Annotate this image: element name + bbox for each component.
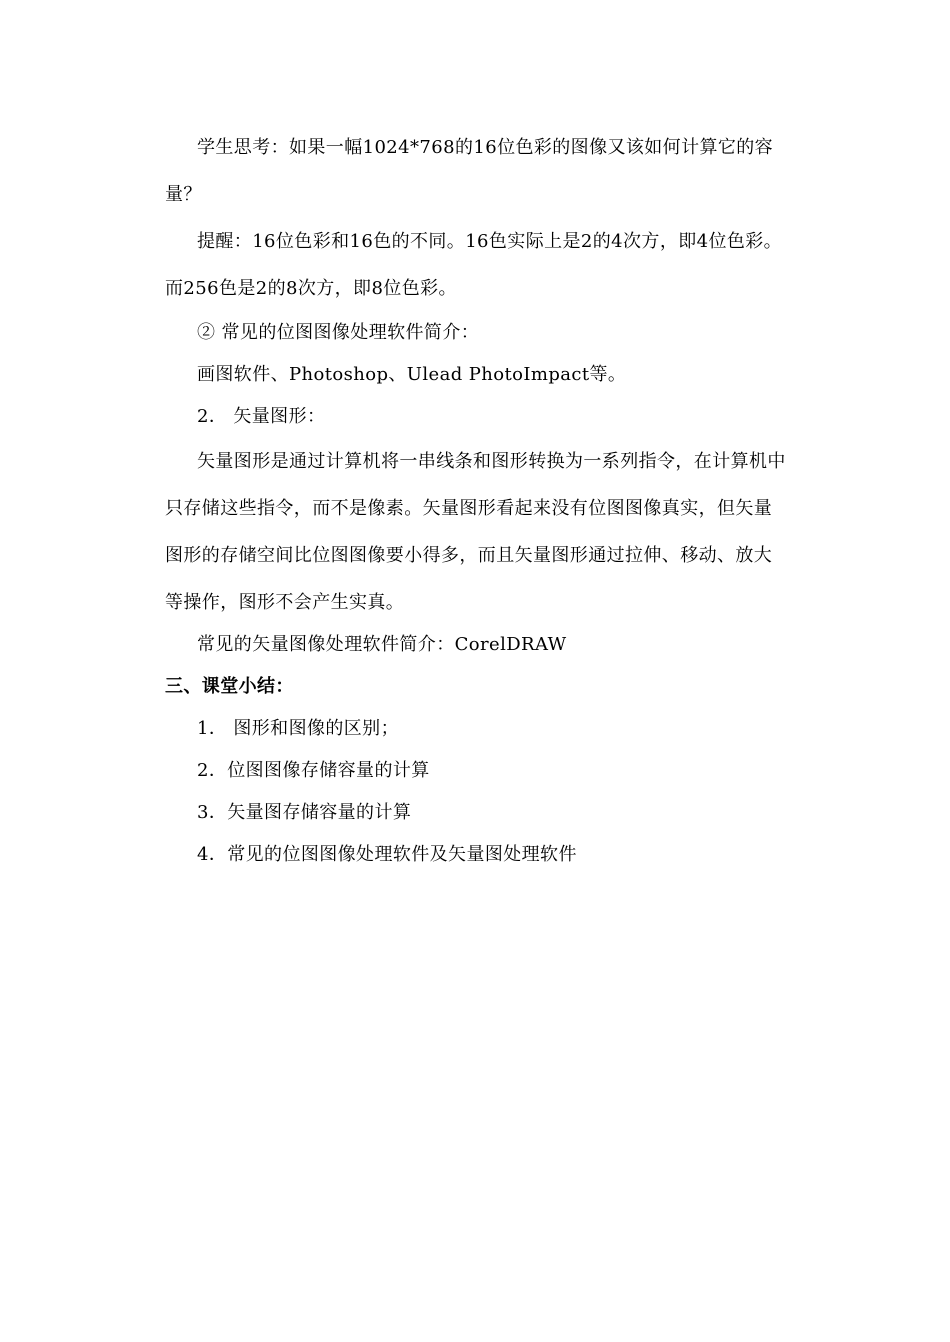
summary-item: 4．常见的位图图像处理软件及矢量图处理软件 <box>197 844 577 865</box>
paragraph-vector-description: 矢量图形是通过计算机将一串线条和图形转换为一系列指令，在计算机中只存储这些指令，而不是像素。矢量图形看起来没有位图图像真实，但矢量图形的存储空间比位图图像要小得多，而且矢量图形通过拉伸、移动、放大等操作，图形不会产生实真。 <box>165 451 786 613</box>
summary-item: 2．位图图像存储容量的计算 <box>197 760 430 781</box>
paragraph-reminder: 提醒：16位色彩和16色的不同。16色实际上是2的4次方，即4位色彩。而256色是2的8次方，即8位色彩。 <box>165 231 783 299</box>
document-body <box>165 124 787 876</box>
paragraph-vector-title: 2． 矢量图形： <box>197 406 326 427</box>
summary-item: 1． 图形和图像的区别； <box>197 718 399 739</box>
paragraph-bitmap-software-title: ② 常见的位图图像处理软件简介： <box>197 322 480 343</box>
summary-heading: 三、课堂小结： <box>165 676 294 697</box>
paragraph-bitmap-software-list: 画图软件、Photoshop、Ulead PhotoImpact等。 <box>197 364 627 385</box>
paragraph-vector-software: 常见的矢量图像处理软件简介：CorelDRAW <box>197 634 567 655</box>
paragraph-student-thinking: 学生思考：如果一幅1024*768的16位色彩的图像又该如何计算它的容量？ <box>165 137 774 205</box>
summary-item: 3．矢量图存储容量的计算 <box>197 802 412 823</box>
